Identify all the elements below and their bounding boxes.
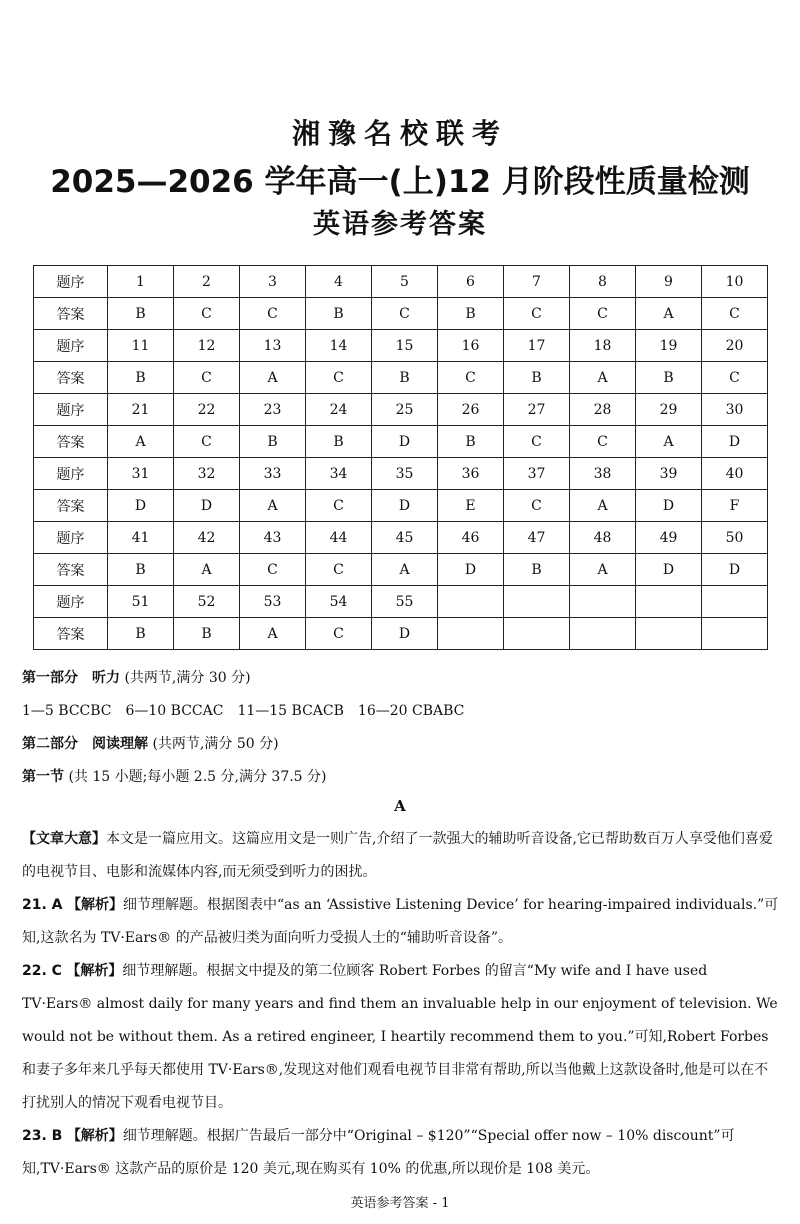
table-cell: E	[438, 490, 504, 522]
table-cell: 29	[636, 394, 702, 426]
table-cell: 10	[702, 266, 768, 298]
q21-paragraph	[22, 889, 782, 955]
q21-number: 21. A	[22, 897, 63, 913]
table-cell: A	[240, 618, 306, 650]
table-cell: 8	[570, 266, 636, 298]
part1-heading: 第一部分 听力	[22, 670, 120, 686]
table-cell: B	[438, 426, 504, 458]
table-row	[34, 458, 768, 490]
table-cell: C	[174, 298, 240, 330]
table-cell: 13	[240, 330, 306, 362]
table-cell: 19	[636, 330, 702, 362]
table-cell: D	[372, 490, 438, 522]
part1-note: (共两节,满分 30 分)	[124, 670, 251, 686]
table-cell	[570, 618, 636, 650]
row-label: 题序	[34, 522, 108, 554]
table-cell: B	[504, 554, 570, 586]
table-cell: 20	[702, 330, 768, 362]
table-cell: 38	[570, 458, 636, 490]
row-label: 答案	[34, 298, 108, 330]
table-cell: 23	[240, 394, 306, 426]
table-cell: A	[174, 554, 240, 586]
table-cell: C	[240, 298, 306, 330]
table-row	[34, 586, 768, 618]
table-cell: 4	[306, 266, 372, 298]
table-cell: D	[108, 490, 174, 522]
table-cell: D	[636, 490, 702, 522]
table-cell: D	[702, 554, 768, 586]
section1-heading-line	[22, 766, 327, 786]
answer-key-title: 英语参考答案	[313, 209, 487, 240]
table-cell: D	[174, 490, 240, 522]
table-cell: 2	[174, 266, 240, 298]
table-cell: 14	[306, 330, 372, 362]
table-cell: 42	[174, 522, 240, 554]
table-cell: C	[372, 298, 438, 330]
table-cell: 27	[504, 394, 570, 426]
summary-paragraph	[22, 823, 782, 889]
table-row	[34, 298, 768, 330]
table-cell: 24	[306, 394, 372, 426]
row-label: 题序	[34, 586, 108, 618]
table-cell: 45	[372, 522, 438, 554]
table-cell: C	[504, 426, 570, 458]
table-cell: B	[108, 362, 174, 394]
table-cell: D	[702, 426, 768, 458]
table-row	[34, 522, 768, 554]
table-cell: D	[372, 618, 438, 650]
table-cell: 50	[702, 522, 768, 554]
table-cell: 15	[372, 330, 438, 362]
table-cell: F	[702, 490, 768, 522]
q22-tag: 【解析】	[66, 963, 123, 979]
table-cell: 11	[108, 330, 174, 362]
table-cell: C	[438, 362, 504, 394]
table-cell: 46	[438, 522, 504, 554]
table-cell: 47	[504, 522, 570, 554]
table-cell: C	[504, 490, 570, 522]
table-row	[34, 330, 768, 362]
table-cell: C	[702, 298, 768, 330]
table-cell: 53	[240, 586, 306, 618]
table-cell: A	[240, 362, 306, 394]
part1-heading-line	[22, 667, 251, 687]
table-cell: 32	[174, 458, 240, 490]
table-cell: 48	[570, 522, 636, 554]
table-cell: 55	[372, 586, 438, 618]
answer-table	[33, 265, 768, 650]
table-cell: 43	[240, 522, 306, 554]
table-cell: 16	[438, 330, 504, 362]
table-cell: 35	[372, 458, 438, 490]
table-cell: 34	[306, 458, 372, 490]
table-cell: 51	[108, 586, 174, 618]
row-label: 答案	[34, 426, 108, 458]
table-row	[34, 426, 768, 458]
summary-text: 本文是一篇应用文。这篇应用文是一则广告,介绍了一款强大的辅助听音设备,它已帮助数百万人享受他们喜爱的电视节目、电影和流媒体内容,而无须受到听力的困扰。	[22, 831, 773, 880]
table-cell: B	[306, 426, 372, 458]
table-cell: C	[240, 554, 306, 586]
table-cell: 7	[504, 266, 570, 298]
table-cell: 1	[108, 266, 174, 298]
table-cell	[438, 618, 504, 650]
passage-label: A	[394, 797, 406, 815]
table-cell: 31	[108, 458, 174, 490]
table-cell: 36	[438, 458, 504, 490]
q22-paragraph	[22, 955, 782, 1120]
q21-tag: 【解析】	[66, 897, 123, 913]
table-cell: A	[108, 426, 174, 458]
table-cell	[504, 618, 570, 650]
row-label: 答案	[34, 618, 108, 650]
table-cell: A	[570, 554, 636, 586]
row-label: 题序	[34, 266, 108, 298]
table-cell: A	[636, 298, 702, 330]
table-cell: 6	[438, 266, 504, 298]
table-cell	[438, 586, 504, 618]
table-cell: D	[636, 554, 702, 586]
table-cell: 26	[438, 394, 504, 426]
table-cell: 28	[570, 394, 636, 426]
table-cell: C	[504, 298, 570, 330]
table-cell: D	[438, 554, 504, 586]
table-row	[34, 266, 768, 298]
q23-paragraph	[22, 1120, 782, 1186]
table-row	[34, 618, 768, 650]
table-cell: A	[570, 362, 636, 394]
table-cell: B	[108, 554, 174, 586]
exam-title: 湘豫名校联考	[291, 117, 508, 150]
table-cell: B	[504, 362, 570, 394]
table-row	[34, 394, 768, 426]
part2-heading-line	[22, 733, 279, 753]
table-cell	[504, 586, 570, 618]
table-cell: 5	[372, 266, 438, 298]
table-cell: B	[108, 298, 174, 330]
table-cell: 3	[240, 266, 306, 298]
table-cell: 17	[504, 330, 570, 362]
q23-text: 细节理解题。根据广告最后一部分中“Original – $120”“Special offer now – 10% discount”可知,TV·Ears® 这款产品的原价是 120 美元,现在购买有 10% 的优惠,所以现价是 108 美元。	[22, 1128, 735, 1177]
q22-text: 细节理解题。根据文中提及的第二位顾客 Robert Forbes 的留言“My wife and I have used TV·Ears® almost daily for many years and find them an invaluable help in our enjoyment of television. We would not be without them. As a retired engineer, I heartily recommend them to you.”可知,Robert Forbes 和妻子多年来几乎每天都使用 TV·Ears®,发现这对他们观看电视节目非常有帮助,所以当他戴上这款设备时,他是可以在不打扰别人的情况下观看电视节目。	[22, 963, 778, 1111]
table-cell: C	[174, 362, 240, 394]
table-cell: 49	[636, 522, 702, 554]
table-cell: 30	[702, 394, 768, 426]
q22-number: 22. C	[22, 963, 62, 979]
q21-text: 细节理解题。根据图表中“as an ‘Assistive Listening Device’ for hearing-impaired individuals.”可知,这款名为 TV·Ears® 的产品被归类为面向听力受损人士的“辅助听音设备”。	[22, 897, 779, 946]
table-cell	[570, 586, 636, 618]
table-row	[34, 554, 768, 586]
table-cell: 21	[108, 394, 174, 426]
table-cell: 40	[702, 458, 768, 490]
table-cell: 37	[504, 458, 570, 490]
table-cell: B	[240, 426, 306, 458]
table-cell: A	[636, 426, 702, 458]
table-cell: C	[306, 362, 372, 394]
table-cell	[702, 586, 768, 618]
part2-heading: 第二部分 阅读理解	[22, 736, 148, 752]
row-label: 题序	[34, 458, 108, 490]
table-cell: C	[306, 618, 372, 650]
page-footer: 英语参考答案 - 1	[350, 1196, 450, 1211]
table-cell: C	[570, 298, 636, 330]
table-cell: 39	[636, 458, 702, 490]
table-cell: D	[372, 426, 438, 458]
row-label: 答案	[34, 554, 108, 586]
table-cell: 52	[174, 586, 240, 618]
table-cell: B	[306, 298, 372, 330]
table-cell: B	[372, 362, 438, 394]
table-cell: B	[438, 298, 504, 330]
table-cell: 12	[174, 330, 240, 362]
table-row	[34, 362, 768, 394]
row-label: 题序	[34, 394, 108, 426]
table-cell: C	[702, 362, 768, 394]
table-cell: B	[108, 618, 174, 650]
row-label: 答案	[34, 490, 108, 522]
table-cell	[636, 618, 702, 650]
table-cell: C	[570, 426, 636, 458]
part1-answers: 1—5 BCCBC 6—10 BCCAC 11—15 BCACB 16—20 CBABC	[22, 703, 465, 719]
table-cell	[636, 586, 702, 618]
summary-tag: 【文章大意】	[22, 831, 106, 847]
q23-tag: 【解析】	[66, 1128, 123, 1144]
q23-number: 23. B	[22, 1128, 63, 1144]
table-cell: 9	[636, 266, 702, 298]
table-cell	[702, 618, 768, 650]
table-cell: 33	[240, 458, 306, 490]
table-row	[34, 490, 768, 522]
table-cell: 22	[174, 394, 240, 426]
row-label: 答案	[34, 362, 108, 394]
table-cell: C	[306, 554, 372, 586]
table-cell: B	[174, 618, 240, 650]
table-cell: C	[174, 426, 240, 458]
table-cell: B	[636, 362, 702, 394]
section1-note: (共 15 小题;每小题 2.5 分,满分 37.5 分)	[68, 769, 327, 785]
section1-heading: 第一节	[22, 769, 64, 785]
table-cell: 54	[306, 586, 372, 618]
row-label: 题序	[34, 330, 108, 362]
table-cell: A	[372, 554, 438, 586]
table-cell: A	[240, 490, 306, 522]
table-cell: 44	[306, 522, 372, 554]
part2-note: (共两节,满分 50 分)	[152, 736, 279, 752]
table-cell: 41	[108, 522, 174, 554]
table-cell: 18	[570, 330, 636, 362]
exam-subtitle: 2025—2026 学年高一(上)12 月阶段性质量检测	[50, 164, 750, 200]
table-cell: C	[306, 490, 372, 522]
table-cell: A	[570, 490, 636, 522]
table-cell: 25	[372, 394, 438, 426]
